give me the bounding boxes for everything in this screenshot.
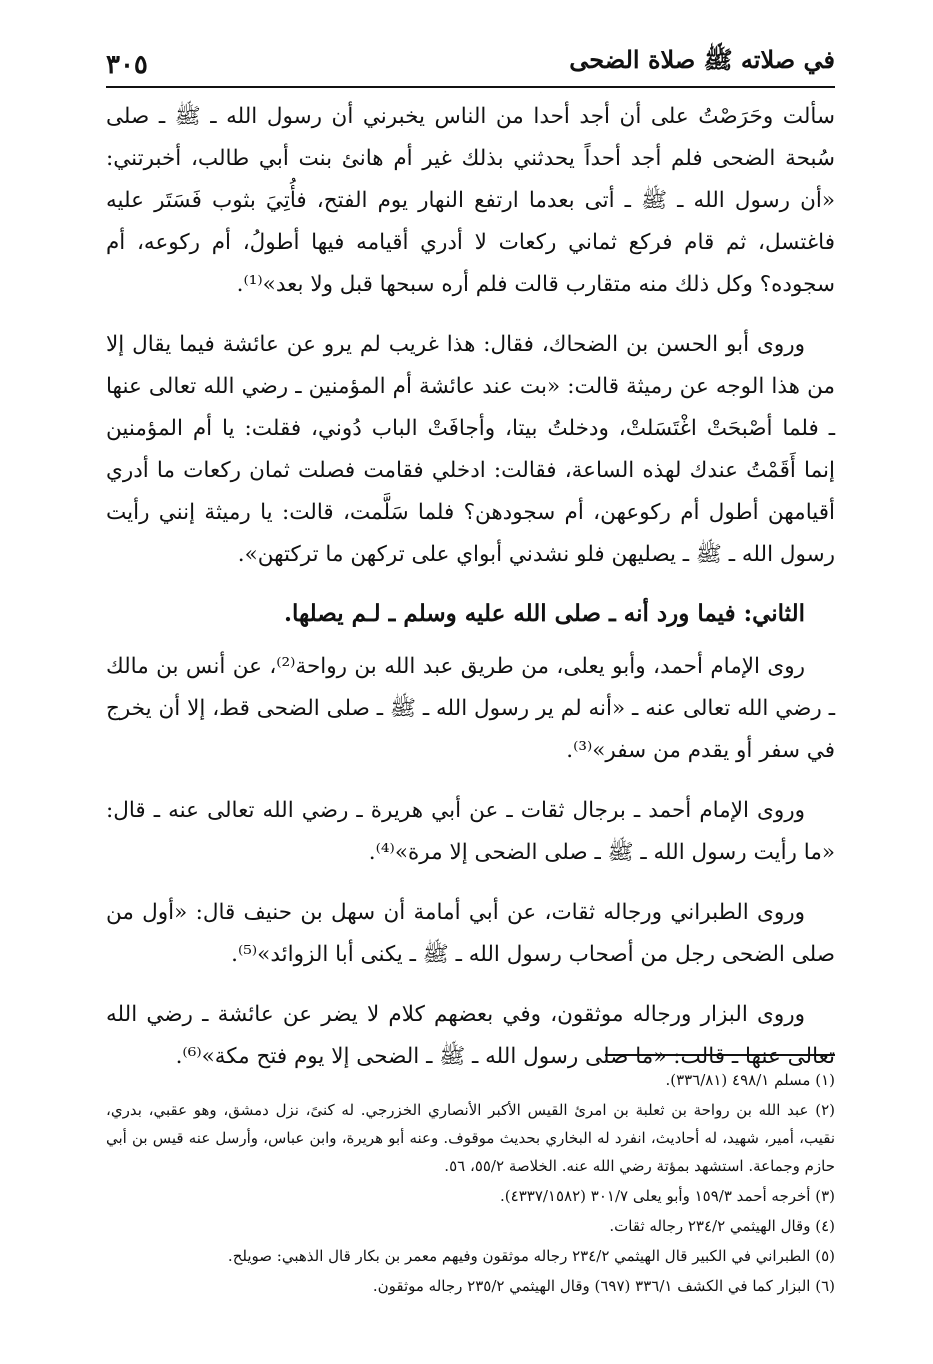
main-text [106, 96, 835, 1096]
footnote-separator [605, 1054, 835, 1056]
section-heading: الثاني: فيما ورد أنه ـ صلى الله عليه وسلم ـ لـم يصلها. [284, 600, 805, 627]
paragraph-3: روى الإمام أحمد، وأبو يعلى، من طريق عبد الله بن رواحة⁽²⁾، عن أنس بن مالك ـ رضي الله تعالى عنه ـ «أنه لم ير رسول الله ـ ﷺ ـ صلى الضحى قط، إلا أن يخرج في سفر أو يقدم من سفر»⁽³⁾. [106, 654, 835, 763]
footnote-6: (٦) البزار كما في الكشف ٣٣٦/١ (٦٩٧) وقال الهيثمي ٢٣٥/٢ رجاله موثقون. [372, 1277, 835, 1295]
paragraph-2: وروى أبو الحسن بن الضحاك، فقال: هذا غريب لم يرو عن عائشة فيما يقال إلا من هذا الوجه عن رميثة قالت: «بت عند عائشة أم المؤمنين ـ رضي الله تعالى عنها ـ فلما أصْبحَتْ اغْتَسَلتْ، ودخلتُ بيتا، وأجافَتْ الباب دُوني، فقلت: يا أم المؤمنين إنما أَقَمْتُ عندك لهذه الساعة، فقالت: ادخلي فقامت فصلت ثمان ركعات ما أدري أقيامهن أطول أم ركوعهن، أم سجودهن؟ فلما سَلَّمت، قالت: يا رميثة إنني رأيت رسول الله ـ ﷺ ـ يصليهن فلو نشدني أبواي على تركهن ما تركتهن». [106, 332, 835, 567]
running-title: في صلاته ﷺ صلاة الضحى [569, 45, 835, 74]
paragraph-1: سألت وحَرَصْتُ على أن أجد أحدا من الناس يخبرني أن رسول الله ـ ﷺ ـ صلى سُبحة الضحى فلم أجد أحداً يحدثني بذلك غير أم هانئ بنت أبي طالب، أخبرتني: «أن رسول الله ـ ﷺ ـ أتى بعدما ارتفع النهار يوم الفتح، فأُتِيَ بثوب فَسَتَر عليه فاغتسل، ثم قام فركع ثماني ركعات لا أدري أقيامه فيها أطولُ، أم ركوعه، أم سجوده؟ وكل ذلك منه متقارب قالت فلم أره سبحها قبل ولا بعد»⁽¹⁾. [106, 104, 835, 297]
footnote-4: (٤) وقال الهيثمي ٢٣٤/٢ رجاله ثقات. [609, 1217, 835, 1235]
paragraph-4: وروى الإمام أحمد ـ برجال ثقات ـ عن أبي هريرة ـ رضي الله تعالى عنه ـ قال: «ما رأيت رسول الله ـ ﷺ ـ صلى الضحى إلا مرة»⁽⁴⁾. [106, 798, 835, 865]
footnote-3: (٣) أخرجه أحمد ١٥٩/٣ وأبو يعلى ٣٠١/٧ (٤٣٣٧/١٥٨٢). [500, 1187, 835, 1205]
paragraph-6: وروى البزار ورجاله موثقون، وفي بعضهم كلام لا يضر عن عائشة ـ رضي الله تعالى عنها ـ قالت: «ما صلى رسول الله ـ ﷺ ـ الضحى إلا يوم فتح مكة»⁽⁶⁾. [106, 1002, 835, 1069]
footnote-5: (٥) الطبراني في الكبير قال الهيثمي ٢٣٤/٢ رجاله موثقون وفيهم معمر بن بكار قال الذهبي: صويلح. [227, 1247, 835, 1265]
footnote-2: (٢) عبد الله بن رواحة بن ثعلبة بن امرئ القيس الأكبر الأنصاري الخزرجي. له كنىً، نزل دمشق، وهو عقبي، بدري، نقيب، أمير، شهيد، له أحاديث، انفرد له البخاري بحديث موقوف. وعنه أبو هريرة، وابن عباس، وأرسل عنه قيس بن أبي حازم وجماعة. استشهد بمؤتة رضي الله عنه. الخلاصة ٥٥/٢، ٥٦. [106, 1101, 835, 1175]
running-head [106, 40, 835, 88]
page-number: ٣٠٥ [106, 50, 148, 80]
footnotes [106, 1054, 835, 1302]
paragraph-5: وروى الطبراني ورجاله ثقات، عن أبي أمامة أن سهل بن حنيف قال: «أول من صلى الضحى رجل من أصحاب رسول الله ـ ﷺ ـ يكنى أبا الزوائد»⁽⁵⁾. [106, 900, 835, 967]
footnote-1: (١) مسلم ٤٩٨/١ (٣٣٦/٨١). [665, 1071, 835, 1089]
